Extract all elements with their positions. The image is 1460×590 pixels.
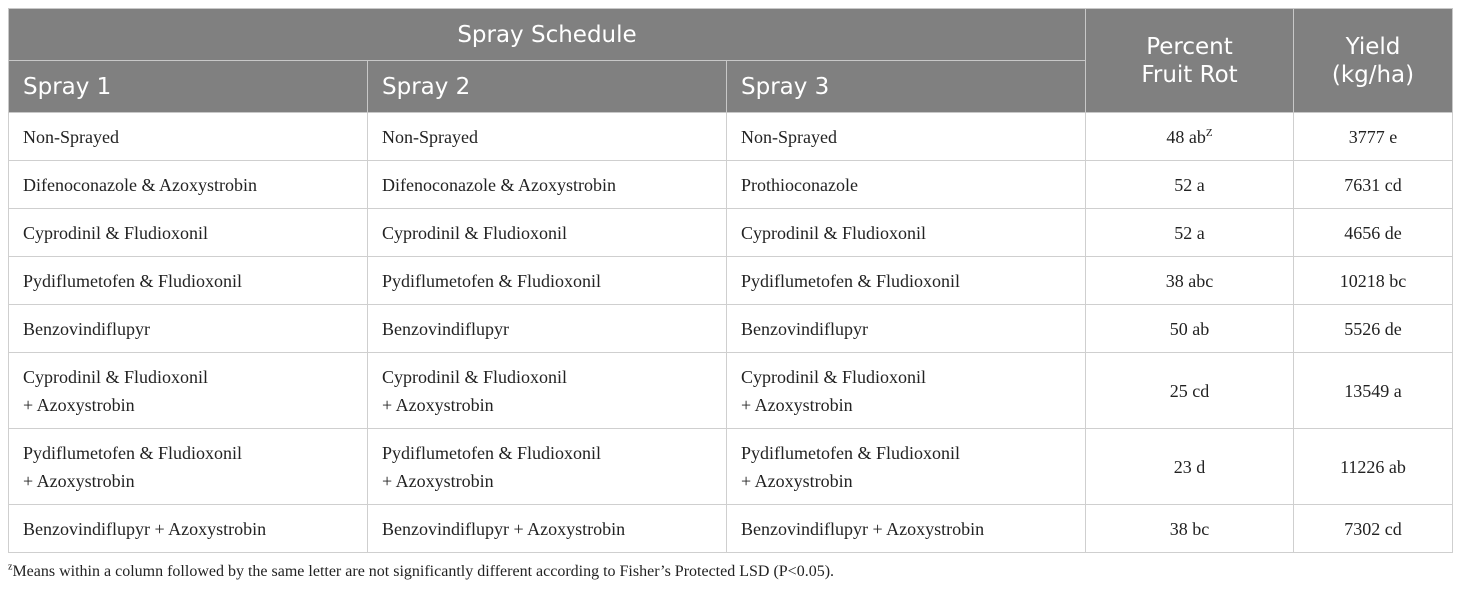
percent-fruit-rot-cell bbox=[1086, 209, 1294, 257]
footnote-marker: z bbox=[8, 561, 13, 573]
spray-2-cell bbox=[368, 257, 727, 305]
treatment-text: + Azoxystrobin bbox=[382, 470, 494, 491]
spray-schedule-group-header: Spray Schedule bbox=[9, 9, 1086, 61]
treatment-text: Non-Sprayed bbox=[23, 126, 119, 147]
treatment-text: Cyprodinil & Fludioxonil bbox=[382, 222, 568, 243]
treatment-text: Pydiflumetofen & Fludioxonil bbox=[382, 270, 601, 291]
fruit-rot-value: 23 d bbox=[1173, 456, 1206, 477]
treatment-text: Non-Sprayed bbox=[741, 126, 837, 147]
treatment-text: Pydiflumetofen & Fludioxonil bbox=[741, 442, 960, 463]
spray-schedule-table bbox=[8, 8, 1453, 553]
spray-2-cell bbox=[368, 161, 727, 209]
fruit-rot-value: 52 a bbox=[1174, 174, 1205, 195]
treatment-text: Non-Sprayed bbox=[382, 126, 478, 147]
spray-2-cell bbox=[368, 209, 727, 257]
table-header bbox=[9, 9, 1453, 113]
yield-cell: 4656 de bbox=[1294, 209, 1453, 257]
spray-3-header: Spray 3 bbox=[727, 61, 1086, 113]
spray-3-cell bbox=[727, 161, 1086, 209]
treatment-text: Cyprodinil & Fludioxonil bbox=[741, 366, 927, 387]
spray-1-cell bbox=[9, 429, 368, 505]
treatment-text: + Azoxystrobin bbox=[741, 470, 853, 491]
spray-3-cell bbox=[727, 257, 1086, 305]
percent-fruit-rot-cell bbox=[1086, 257, 1294, 305]
fruit-rot-value: 48 ab bbox=[1166, 126, 1206, 147]
spray-3-cell bbox=[727, 429, 1086, 505]
table-row bbox=[9, 209, 1453, 257]
spray-1-cell bbox=[9, 353, 368, 429]
spray-1-cell bbox=[9, 161, 368, 209]
treatment-text: Cyprodinil & Fludioxonil bbox=[382, 366, 568, 387]
table-row bbox=[9, 305, 1453, 353]
treatment-text: Benzovindiflupyr bbox=[23, 318, 150, 339]
table-row bbox=[9, 113, 1453, 161]
treatment-text: Pydiflumetofen & Fludioxonil bbox=[741, 270, 960, 291]
treatment-text: + Azoxystrobin bbox=[23, 394, 135, 415]
table-row bbox=[9, 505, 1453, 553]
spray-3-cell bbox=[727, 505, 1086, 553]
treatment-text: Prothioconazole bbox=[741, 174, 858, 195]
spray-3-cell bbox=[727, 353, 1086, 429]
spray-3-cell bbox=[727, 113, 1086, 161]
treatment-text: Difenoconazole & Azoxystrobin bbox=[382, 174, 616, 195]
footnote-text: Means within a column followed by the same letter are not significantly different according to Fisher’s Protected LSD (P<0.05). bbox=[12, 563, 835, 580]
footnote bbox=[8, 563, 834, 581]
treatment-text: Pydiflumetofen & Fludioxonil bbox=[23, 442, 242, 463]
yield-cell: 5526 de bbox=[1294, 305, 1453, 353]
treatment-text: Benzovindiflupyr + Azoxystrobin bbox=[382, 518, 626, 539]
spray-2-cell bbox=[368, 113, 727, 161]
table-row bbox=[9, 257, 1453, 305]
percent-fruit-rot-cell bbox=[1086, 305, 1294, 353]
footnote-reference: Z bbox=[1205, 126, 1213, 139]
fruit-rot-value: 52 a bbox=[1174, 222, 1205, 243]
spray-2-cell bbox=[368, 305, 727, 353]
treatment-text: + Azoxystrobin bbox=[23, 470, 135, 491]
yield-cell: 10218 bc bbox=[1294, 257, 1453, 305]
treatment-text: Benzovindiflupyr + Azoxystrobin bbox=[23, 518, 267, 539]
yield-cell: 7631 cd bbox=[1294, 161, 1453, 209]
treatment-text: Benzovindiflupyr bbox=[382, 318, 509, 339]
percent-fruit-rot-cell bbox=[1086, 161, 1294, 209]
spray-1-cell bbox=[9, 305, 368, 353]
percent-fruit-rot-header bbox=[1086, 9, 1294, 113]
yield-cell: 11226 ab bbox=[1294, 429, 1453, 505]
fruit-rot-header-line2: Fruit Rot bbox=[1141, 61, 1238, 88]
table-body bbox=[9, 113, 1453, 553]
yield-cell: 13549 a bbox=[1294, 353, 1453, 429]
treatment-text: Pydiflumetofen & Fludioxonil bbox=[23, 270, 242, 291]
treatment-text: + Azoxystrobin bbox=[382, 394, 494, 415]
table-row bbox=[9, 353, 1453, 429]
treatment-text: + Azoxystrobin bbox=[741, 394, 853, 415]
spray-3-cell bbox=[727, 305, 1086, 353]
spray-2-header: Spray 2 bbox=[368, 61, 727, 113]
spray-1-cell bbox=[9, 209, 368, 257]
percent-fruit-rot-cell bbox=[1086, 505, 1294, 553]
yield-header-line2: (kg/ha) bbox=[1331, 61, 1415, 88]
treatment-text: Benzovindiflupyr bbox=[741, 318, 868, 339]
yield-header bbox=[1294, 9, 1453, 113]
yield-cell: 3777 e bbox=[1294, 113, 1453, 161]
spray-3-cell bbox=[727, 209, 1086, 257]
fruit-rot-value: 38 bc bbox=[1169, 518, 1210, 539]
yield-cell: 7302 cd bbox=[1294, 505, 1453, 553]
table-row bbox=[9, 429, 1453, 505]
treatment-text: Cyprodinil & Fludioxonil bbox=[23, 366, 209, 387]
treatment-text: Benzovindiflupyr + Azoxystrobin bbox=[741, 518, 985, 539]
spray-1-header: Spray 1 bbox=[9, 61, 368, 113]
spray-1-cell bbox=[9, 505, 368, 553]
spray-2-cell bbox=[368, 353, 727, 429]
spray-1-cell bbox=[9, 113, 368, 161]
spray-2-cell bbox=[368, 505, 727, 553]
treatment-text: Cyprodinil & Fludioxonil bbox=[23, 222, 209, 243]
yield-header-line1: Yield bbox=[1345, 33, 1401, 60]
fruit-rot-value: 25 cd bbox=[1169, 380, 1210, 401]
treatment-text: Pydiflumetofen & Fludioxonil bbox=[382, 442, 601, 463]
spray-1-cell bbox=[9, 257, 368, 305]
percent-fruit-rot-cell bbox=[1086, 113, 1294, 161]
percent-fruit-rot-cell bbox=[1086, 429, 1294, 505]
table-row bbox=[9, 161, 1453, 209]
fruit-rot-value: 38 abc bbox=[1165, 270, 1214, 291]
treatment-text: Cyprodinil & Fludioxonil bbox=[741, 222, 927, 243]
fruit-rot-header-line1: Percent bbox=[1146, 33, 1233, 60]
fruit-rot-value: 50 ab bbox=[1169, 318, 1210, 339]
treatment-text: Difenoconazole & Azoxystrobin bbox=[23, 174, 257, 195]
results-table-container bbox=[8, 8, 1452, 553]
spray-2-cell bbox=[368, 429, 727, 505]
percent-fruit-rot-cell bbox=[1086, 353, 1294, 429]
